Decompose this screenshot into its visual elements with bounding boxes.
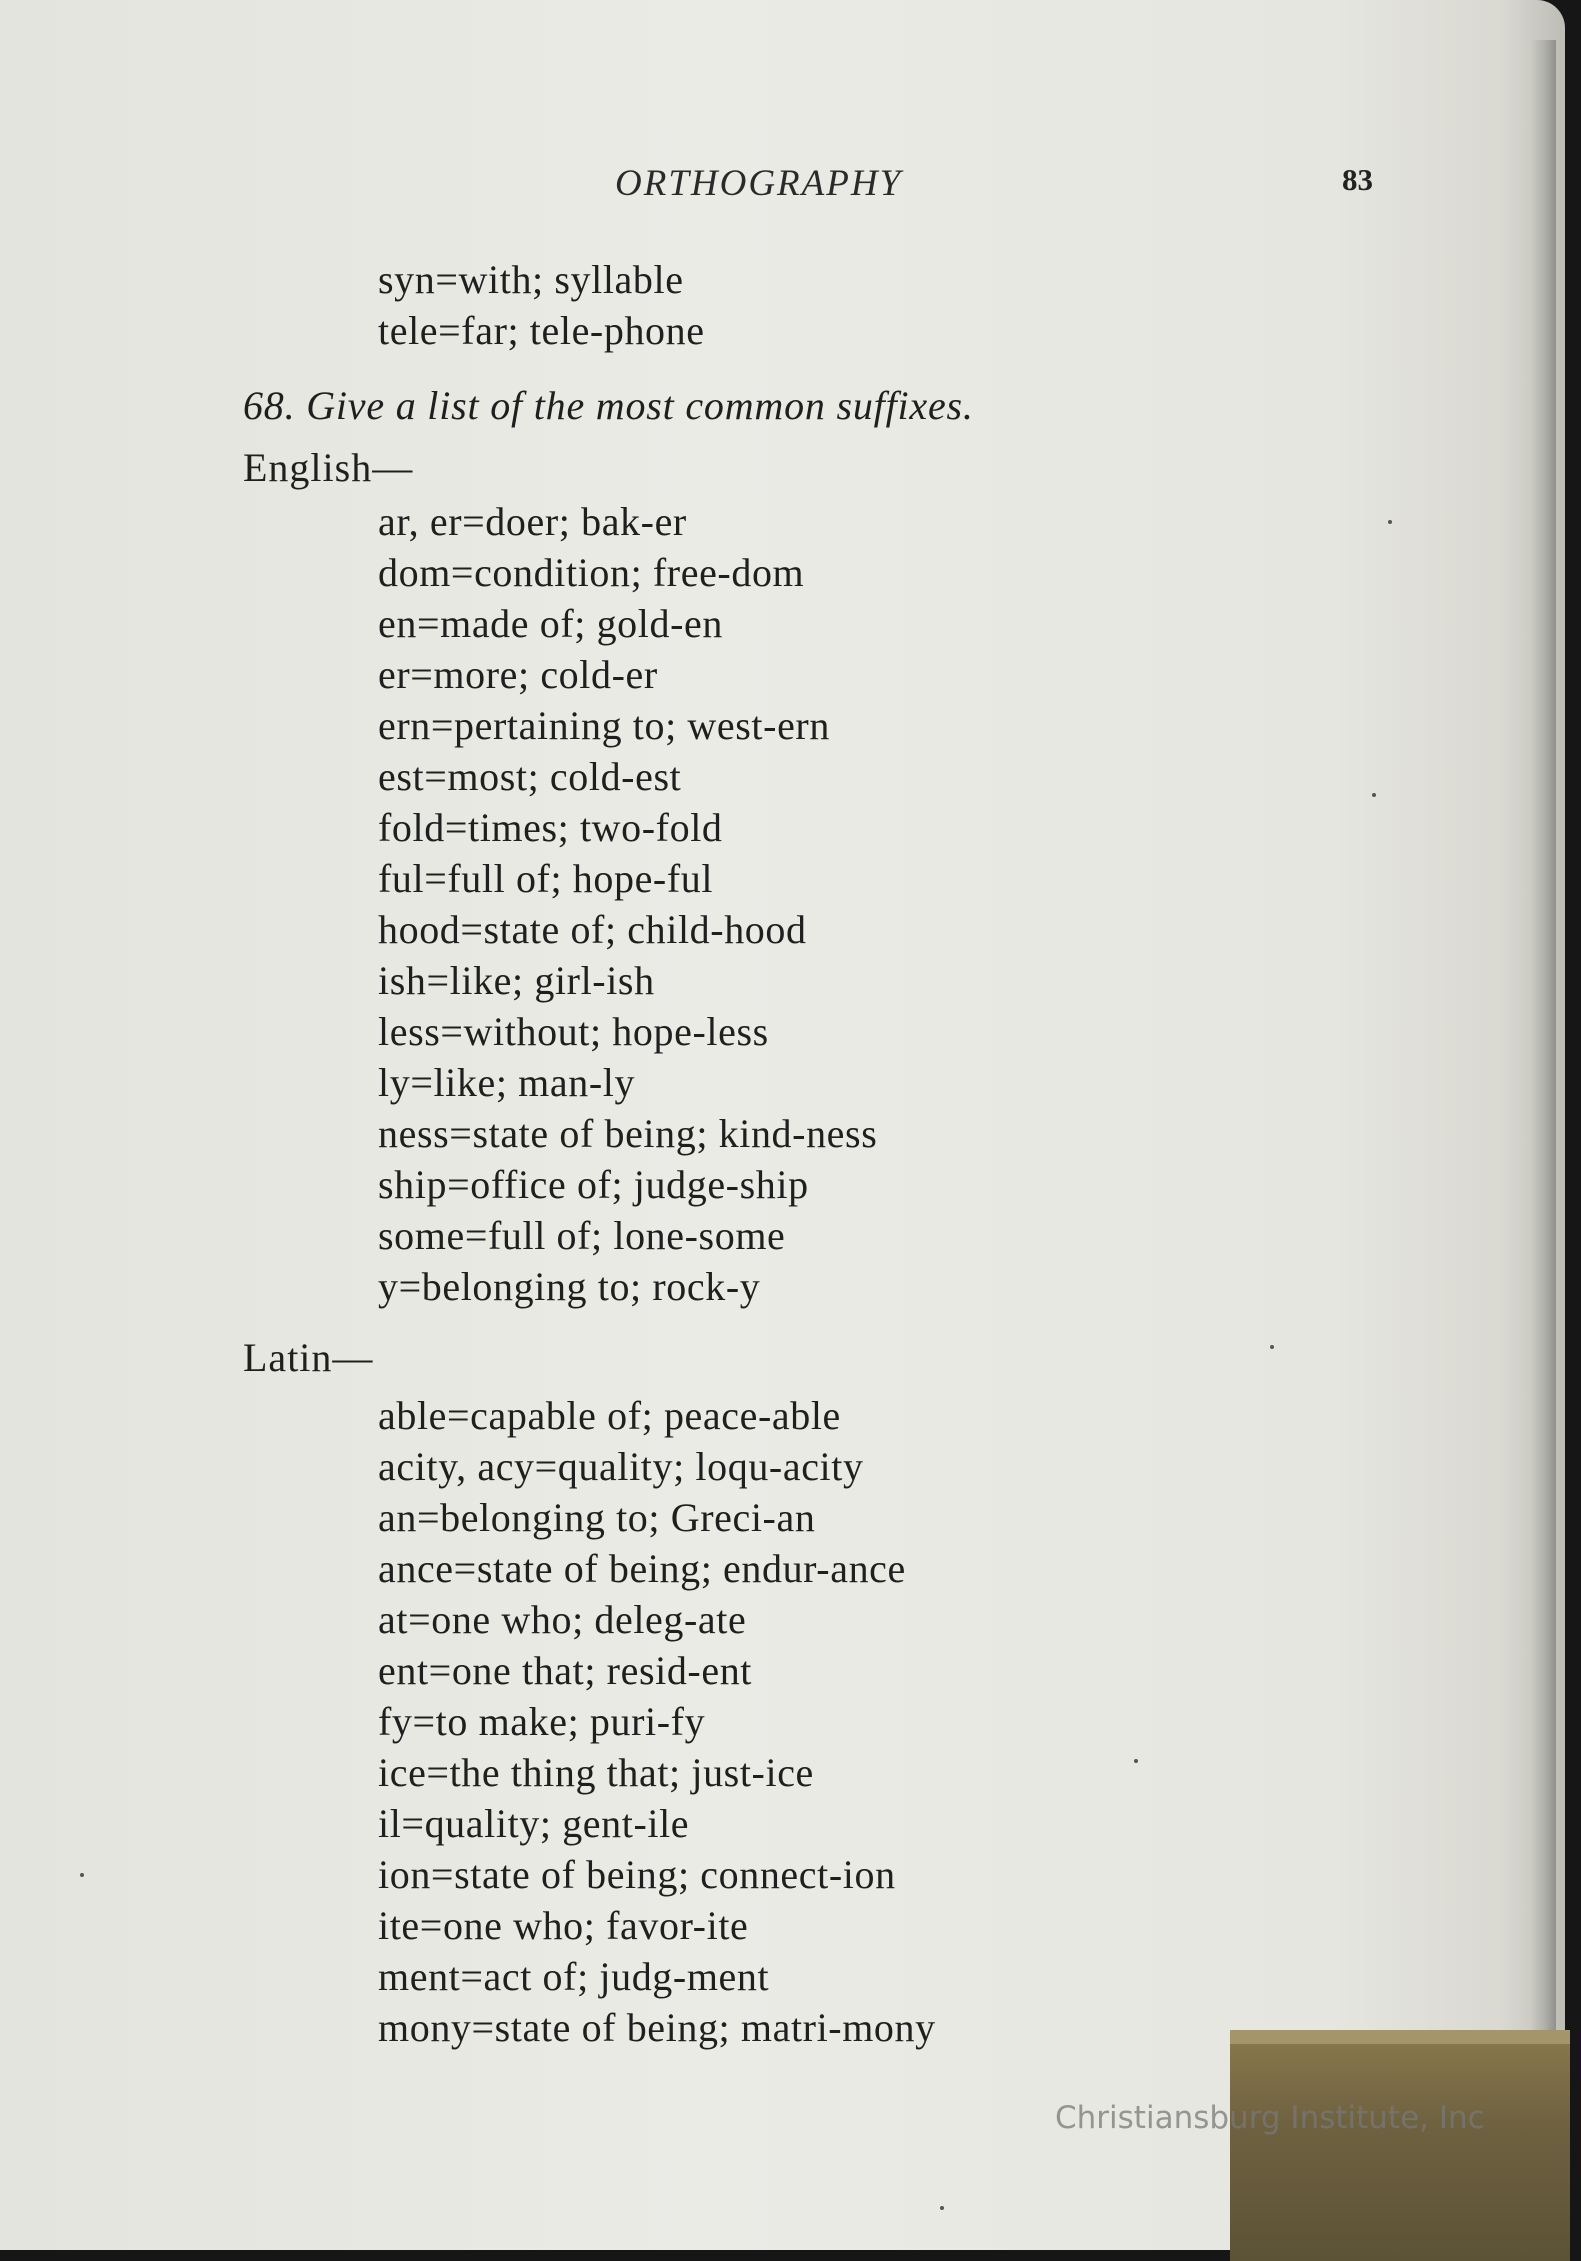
english-suffix-entry: ar, er=doer; bak-er: [378, 499, 687, 544]
latin-suffix-entry: an=belonging to; Greci-an: [378, 1495, 816, 1540]
english-suffix-list: [378, 496, 877, 1312]
paper-speck: [1134, 1759, 1138, 1763]
intro-entry: syn=with; syllable: [378, 257, 684, 302]
english-suffix-entry: dom=condition; free-dom: [378, 550, 805, 595]
paper-speck: [1372, 793, 1376, 797]
latin-suffix-entry: ice=the thing that; just-ice: [378, 1750, 814, 1795]
latin-suffix-entry: ance=state of being; endur-ance: [378, 1546, 906, 1591]
english-suffix-entry: some=full of; lone-some: [378, 1213, 786, 1258]
intro-entry: tele=far; tele-phone: [378, 308, 705, 353]
latin-suffix-entry: il=quality; gent-ile: [378, 1801, 690, 1846]
latin-suffix-entry: ment=act of; judg-ment: [378, 1954, 770, 1999]
watermark: Christiansburg Institute, Inc: [1055, 2100, 1485, 2136]
latin-suffix-entry: at=one who; deleg-ate: [378, 1597, 747, 1642]
latin-suffix-list: [378, 1390, 936, 2053]
latin-suffix-entry: ion=state of being; connect-ion: [378, 1852, 896, 1897]
english-suffix-entry: en=made of; gold-en: [378, 601, 723, 646]
english-suffix-entry: ness=state of being; kind-ness: [378, 1111, 878, 1156]
paper-speck: [1270, 1345, 1274, 1349]
question-heading: 68. Give a list of the most common suffixes.: [243, 383, 974, 428]
latin-suffix-entry: able=capable of; peace-able: [378, 1393, 841, 1438]
paper-speck: [80, 1873, 84, 1877]
english-suffix-entry: ish=like; girl-ish: [378, 958, 655, 1003]
english-suffix-entry: fold=times; two-fold: [378, 805, 723, 850]
english-heading: English—: [243, 445, 414, 490]
english-suffix-entry: ful=full of; hope-ful: [378, 856, 714, 901]
page-number: 83: [1342, 162, 1373, 197]
page-edge-shadow: [1530, 40, 1556, 2040]
english-suffix-entry: ly=like; man-ly: [378, 1060, 636, 1105]
english-suffix-entry: hood=state of; child-hood: [378, 907, 807, 952]
english-suffix-entry: ship=office of; judge-ship: [378, 1162, 809, 1207]
latin-heading: Latin—: [243, 1335, 374, 1380]
latin-suffix-entry: mony=state of being; matri-mony: [378, 2005, 936, 2050]
latin-suffix-entry: ite=one who; favor-ite: [378, 1903, 749, 1948]
paper-speck: [940, 2206, 944, 2210]
latin-suffix-entry: ent=one that; resid-ent: [378, 1648, 753, 1693]
english-suffix-entry: y=belonging to; rock-y: [378, 1264, 761, 1309]
paper-speck: [1388, 520, 1392, 524]
book-cover-edge: [1230, 2030, 1570, 2044]
english-suffix-entry: est=most; cold-est: [378, 754, 682, 799]
latin-suffix-entry: acity, acy=quality; loqu-acity: [378, 1444, 864, 1489]
intro-list: [378, 254, 705, 356]
english-suffix-entry: less=without; hope-less: [378, 1009, 769, 1054]
running-head: ORTHOGRAPHY: [615, 163, 903, 204]
english-suffix-entry: er=more; cold-er: [378, 652, 658, 697]
english-suffix-entry: ern=pertaining to; west-ern: [378, 703, 830, 748]
book-cover-corner: [1230, 2030, 1570, 2261]
latin-suffix-entry: fy=to make; puri-fy: [378, 1699, 706, 1744]
